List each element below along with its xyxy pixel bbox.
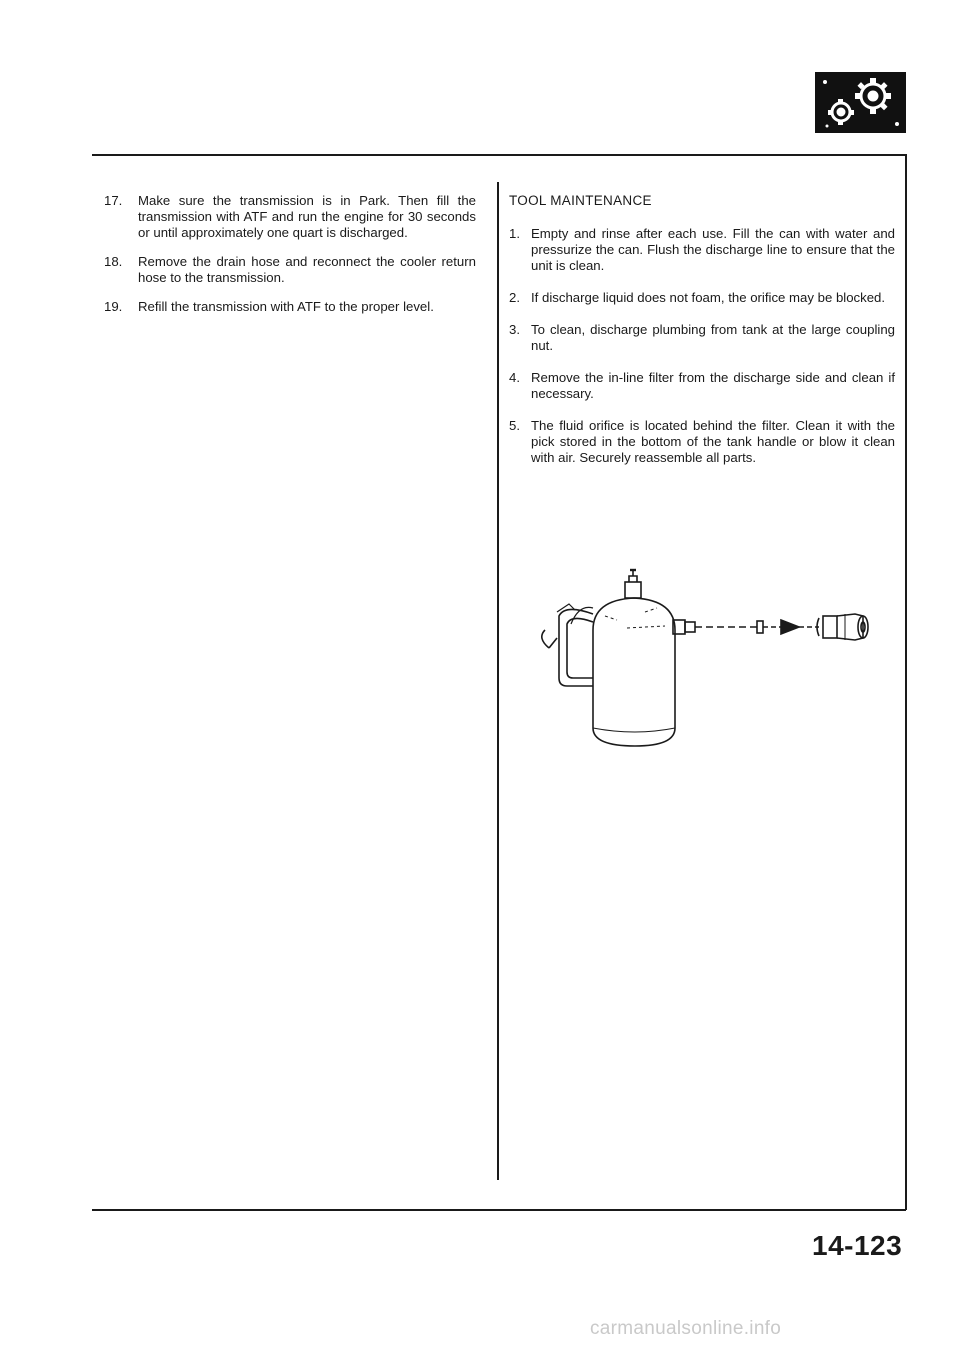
step-text: To clean, discharge plumbing from tank at the large coupling nut. — [531, 322, 895, 353]
left-column — [104, 193, 476, 328]
step-text: Empty and rinse after each use. Fill the can with water and pressurize the can. Flush the discharge line to ensure that the unit is clean. — [531, 226, 895, 273]
step-17 — [104, 193, 476, 241]
maintenance-step-2 — [509, 290, 895, 306]
step-number: 5. — [509, 418, 520, 433]
step-18 — [104, 254, 476, 286]
maintenance-step-3 — [509, 322, 895, 354]
watermark: carmanualsonline.info — [590, 1318, 782, 1339]
step-number: 18. — [104, 254, 123, 269]
step-number: 1. — [509, 226, 520, 241]
bottom-rule — [92, 1209, 906, 1211]
section-heading: TOOL MAINTENANCE — [509, 193, 652, 208]
step-text: Make sure the transmission is in Park. Then fill the transmission with ATF and run the engine for 30 seconds or until approximately one quart is discharged. — [138, 193, 476, 240]
top-rule — [92, 154, 906, 156]
maintenance-step-1 — [509, 226, 895, 274]
step-text: Refill the transmission with ATF to the proper level. — [138, 299, 434, 314]
step-text: Remove the drain hose and reconnect the cooler return hose to the transmission. — [138, 254, 476, 285]
maintenance-step-5 — [509, 418, 895, 466]
step-number: 4. — [509, 370, 520, 385]
page-number: 14-123 — [812, 1230, 903, 1261]
step-number: 17. — [104, 193, 123, 208]
step-text: Remove the in-line filter from the discharge side and clean if necessary. — [531, 370, 895, 401]
maintenance-step-4 — [509, 370, 895, 402]
step-text: The fluid orifice is located behind the filter. Clean it with the pick stored in the bottom of the tank handle or blow it clean with air. Securely reassemble all parts. — [531, 418, 895, 465]
column-divider — [497, 182, 499, 1180]
right-rule — [905, 154, 907, 1210]
step-number: 2. — [509, 290, 520, 305]
step-number: 19. — [104, 299, 123, 314]
right-column — [509, 193, 895, 482]
step-19 — [104, 299, 476, 315]
step-text: If discharge liquid does not foam, the orifice may be blocked. — [531, 290, 886, 305]
step-number: 3. — [509, 322, 520, 337]
gear-transmission-icon — [815, 72, 906, 133]
flush-tank-exploded-view-icon — [535, 568, 880, 753]
